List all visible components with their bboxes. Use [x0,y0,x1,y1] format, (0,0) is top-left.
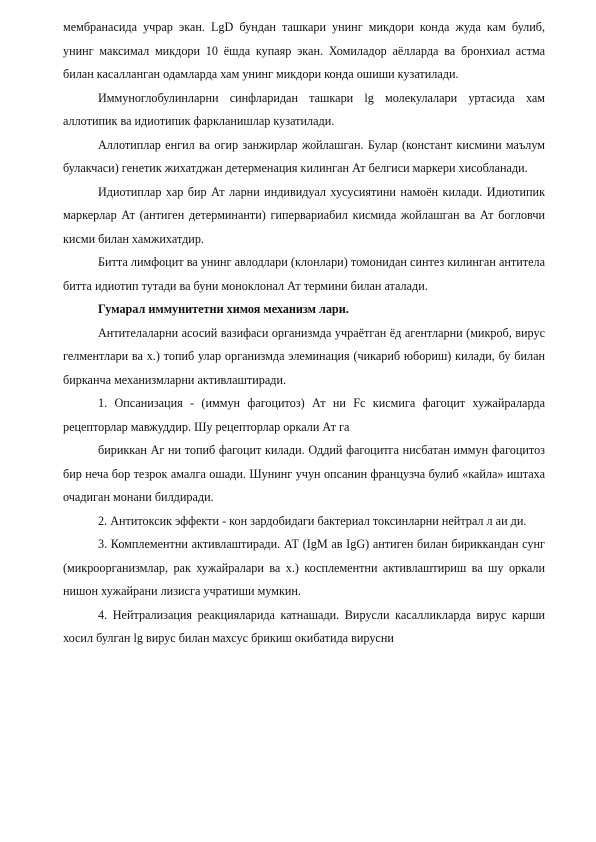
paragraph-8: бириккан Аг ни топиб фагоцит килади. Оддий фагоцитга нисбатан иммун фагоцитоз бир неча бор тезрок амалга ошади. Шунинг учун опсанин французча булиб «кайла» иштаха очадиган монани билдиради. [63,443,545,504]
paragraph-10: 3. Комплементни активлаштиради. АТ (IgM ав IgG) антиген билан бириккандан сунг (микроорганизмлар, рак хужайралари ва х.) косплементни активлаштириш ва шу оркали нишон хужайрани лизисга учратиши мумкин. [63,537,545,598]
document-body [63,16,545,651]
paragraph-2: Иммуноглобулинларни синфларидан ташкари lg молекулалари уртасида хам аллотипик ва идиотипик фаркланишлар кузатилади. [63,90,545,128]
paragraph-4: Идиотиплар хар бир Ат ларни индивидуал хусусиятини намоён килади. Идиотипик маркерлар Ат (антиген детерминанти) гипервариабил кисмида жойлашган ва Ат богловчи кисми билан хамжихатдир. [63,184,545,246]
paragraph-5: Битта лимфоцит ва унинг авлодлари (клонлари) томонидан синтез килинган антитела битта идиотип тутади ва буни моноклонал Ат термини билан аталади. [63,255,545,293]
paragraph-11: 4. Нейтрализация реакцияларида катнашади. Вирусли касалликларда вирус карши хосил булган lg вирус билан махсус брикиш окибатида вирусни [63,607,545,645]
paragraph-1: мембранасида учрар экан. LgD бундан ташкари унинг микдори конда жуда кам булиб, унинг максимал микдори 10 ёшда купаяр экан. Хомиладор аёлларда ва бронхиал астма билан касалланган одамларда хам унинг микдори конда ошиши кузатилади. [63,20,545,81]
paragraph-7: 1. Опсанизация - (иммун фагоцитоз) Ат ни Fc кисмига фагоцит хужайраларда рецепторлар мавжуддир. Шу рецепторлар оркали Ат га [63,396,545,434]
paragraph-3: Аллотиплар енгил ва огир занжирлар жойлашган. Булар (констант кисмини маълум булакчаси) генетик жихатджан детерменация килинган Ат белгиси маркери хисобланади. [63,137,545,175]
section-heading: Гумарал иммунитетни химоя механизм лари. [98,302,349,316]
paragraph-9: 2. Антитоксик эффекти - кон зардобидаги бактериал токсинларни нейтрал л аи ди. [98,513,527,528]
paragraph-6: Антителаларни асосий вазифаси организмда учраётган ёд агентларни (микроб, вирус гелментлари ва х.) топиб улар организмда элеминация (чикариб юбориш) килади, бу билан бирканча механизмларни активлаштиради. [63,325,545,387]
